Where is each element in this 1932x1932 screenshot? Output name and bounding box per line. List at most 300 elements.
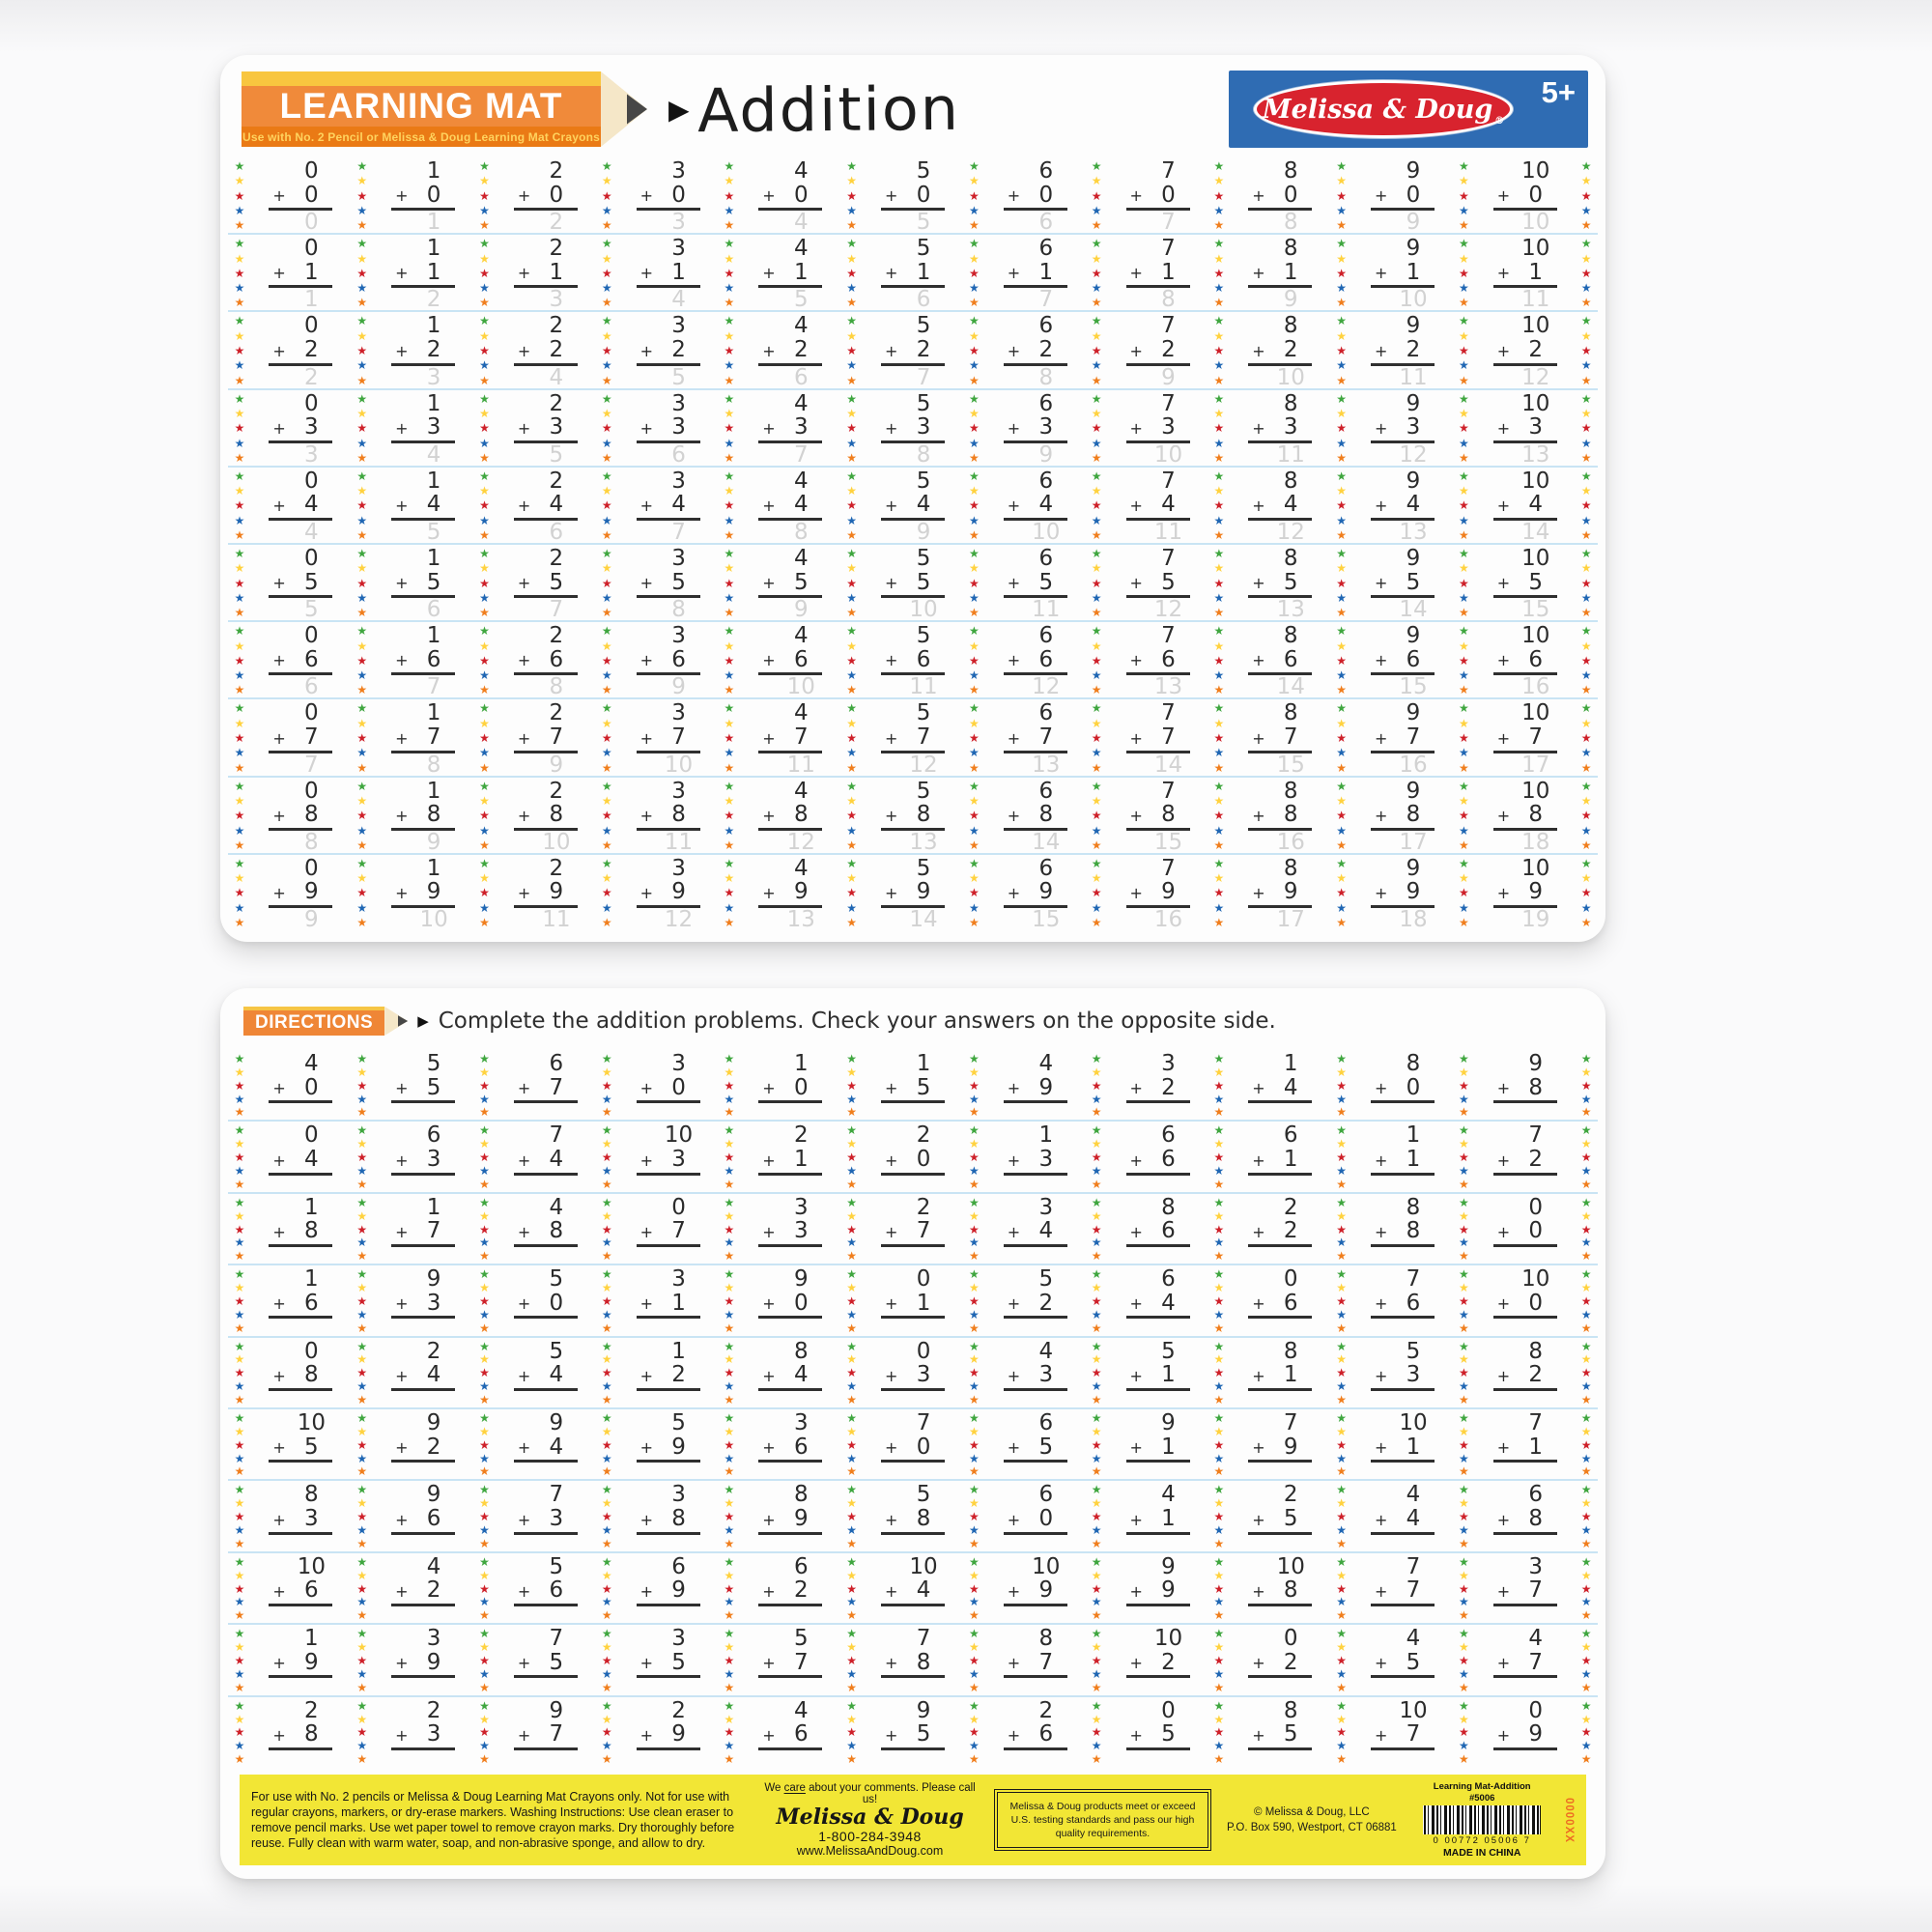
star-icon: ★ <box>724 1222 735 1236</box>
addend-top: 6 <box>1161 1266 1176 1293</box>
star-icon: ★ <box>479 1236 490 1250</box>
plus-sign: + <box>517 728 531 748</box>
star-column <box>1330 1050 1353 1120</box>
star-icon: ★ <box>846 1627 858 1641</box>
addend-top: 1 <box>916 1051 931 1076</box>
star-icon: ★ <box>969 856 980 870</box>
star-icon: ★ <box>846 1236 858 1250</box>
star-column <box>1208 1050 1231 1120</box>
addend-bottom: + 4 <box>1371 493 1435 521</box>
addend-bottom: + 6 <box>514 648 578 676</box>
star-icon: ★ <box>1458 1536 1469 1550</box>
star-icon: ★ <box>1213 1608 1225 1623</box>
star-icon: ★ <box>969 498 980 513</box>
addition-problem <box>1353 1338 1453 1407</box>
star-icon: ★ <box>1091 1608 1102 1623</box>
star-icon: ★ <box>479 1052 490 1065</box>
addend-top: 5 <box>916 468 931 494</box>
star-icon: ★ <box>356 1698 368 1713</box>
addend-bottom: + 9 <box>758 1507 822 1535</box>
star-icon: ★ <box>356 450 368 465</box>
plus-sign: + <box>395 418 409 438</box>
answer-ghost: 8 <box>426 752 441 778</box>
addition-problem <box>1231 1050 1330 1120</box>
addend-bottom: + 8 <box>269 1363 332 1391</box>
star-icon: ★ <box>846 547 858 561</box>
star-icon: ★ <box>356 1195 368 1209</box>
plus-sign: + <box>272 264 286 283</box>
star-icon: ★ <box>234 701 245 716</box>
star-icon: ★ <box>969 1411 980 1426</box>
star-icon: ★ <box>1213 1249 1225 1264</box>
plus-sign: + <box>1129 1510 1143 1529</box>
plus-sign: + <box>272 1222 286 1241</box>
star-column <box>718 468 741 543</box>
answer-ghost: 8 <box>1283 210 1298 236</box>
star-icon: ★ <box>724 1640 735 1655</box>
star-icon: ★ <box>1091 1496 1102 1511</box>
star-icon: ★ <box>969 1522 980 1537</box>
star-icon: ★ <box>1580 1595 1592 1609</box>
star-icon: ★ <box>356 683 368 697</box>
star-icon: ★ <box>969 1352 980 1367</box>
star-icon: ★ <box>1213 1627 1225 1641</box>
answer-ghost: 4 <box>304 520 319 546</box>
star-icon: ★ <box>356 251 368 266</box>
plus-sign: + <box>395 1438 409 1458</box>
addend-bottom: + 4 <box>514 493 578 521</box>
star-icon: ★ <box>356 528 368 542</box>
star-column <box>1085 778 1108 853</box>
addition-problem <box>741 1194 840 1264</box>
star-column <box>1452 1481 1475 1550</box>
star-icon: ★ <box>1458 1137 1469 1151</box>
addend-bottom: + 8 <box>391 803 455 831</box>
plus-sign: + <box>1496 1151 1511 1170</box>
star-column <box>228 545 251 620</box>
plus-sign: + <box>1496 341 1511 360</box>
star-icon: ★ <box>1213 639 1225 653</box>
star-icon: ★ <box>1458 1666 1469 1681</box>
star-icon: ★ <box>356 1554 368 1569</box>
star-icon: ★ <box>969 838 980 852</box>
addend-bottom: + 7 <box>269 725 332 753</box>
star-icon: ★ <box>724 159 735 173</box>
addition-problem <box>1231 1409 1330 1479</box>
addition-problem <box>496 1194 595 1264</box>
star-icon: ★ <box>479 1281 490 1295</box>
star-column <box>1452 468 1475 543</box>
plus-sign: + <box>1374 1725 1388 1745</box>
addend-bottom: + 4 <box>1371 1507 1435 1535</box>
addend-top: 0 <box>304 1338 319 1364</box>
star-icon: ★ <box>234 1496 245 1511</box>
addend-top: 2 <box>916 1194 931 1220</box>
star-icon: ★ <box>1213 701 1225 716</box>
answer-ghost: 12 <box>1153 597 1183 623</box>
addition-problem <box>1475 312 1575 390</box>
star-icon: ★ <box>479 1163 490 1178</box>
star-column <box>840 1194 864 1264</box>
addend-bottom: + 6 <box>269 648 332 676</box>
addend-top: 4 <box>793 390 809 416</box>
star-icon: ★ <box>356 1739 368 1753</box>
addend-bottom: + 0 <box>514 1292 578 1320</box>
star-icon: ★ <box>601 296 612 310</box>
star-column <box>1575 1194 1598 1264</box>
star-icon: ★ <box>234 1627 245 1641</box>
addend-top: 2 <box>549 468 564 494</box>
star-icon: ★ <box>1580 1424 1592 1438</box>
problem-row <box>228 1697 1598 1767</box>
addition-problem <box>1231 545 1330 623</box>
star-icon: ★ <box>846 1393 858 1406</box>
addend-bottom: + 6 <box>758 1722 822 1750</box>
plus-sign: + <box>1252 1725 1265 1745</box>
star-icon: ★ <box>234 683 245 697</box>
star-icon: ★ <box>846 1581 858 1596</box>
plus-sign: + <box>395 806 409 825</box>
star-icon: ★ <box>724 886 735 900</box>
plus-sign: + <box>1374 574 1388 593</box>
star-column <box>228 778 251 853</box>
plus-sign: + <box>272 1438 286 1458</box>
answer-ghost: 8 <box>304 829 319 855</box>
star-icon: ★ <box>1580 900 1592 915</box>
star-icon: ★ <box>1213 871 1225 886</box>
star-icon: ★ <box>969 391 980 406</box>
plus-sign: + <box>517 1222 531 1241</box>
star-icon: ★ <box>1580 1464 1592 1479</box>
addend-top: 8 <box>1406 1051 1421 1076</box>
star-icon: ★ <box>1580 1065 1592 1079</box>
star-icon: ★ <box>1336 653 1347 668</box>
star-column <box>840 778 864 853</box>
star-icon: ★ <box>1580 701 1592 716</box>
star-icon: ★ <box>1091 886 1102 900</box>
star-column <box>1575 1697 1598 1767</box>
star-icon: ★ <box>1091 576 1102 590</box>
star-icon: ★ <box>1580 406 1592 420</box>
addend-top: 1 <box>304 1266 319 1293</box>
addend-bottom: + 0 <box>758 184 822 212</box>
star-column <box>1575 312 1598 387</box>
star-icon: ★ <box>846 1680 858 1694</box>
star-icon: ★ <box>1213 1581 1225 1596</box>
addition-problem <box>1475 545 1575 623</box>
star-column <box>840 390 864 466</box>
addend-top: 5 <box>916 158 931 184</box>
star-column <box>1575 1122 1598 1191</box>
answer-ghost: 2 <box>549 210 564 236</box>
star-icon: ★ <box>1091 731 1102 746</box>
answer-ghost: 3 <box>304 441 319 468</box>
star-icon: ★ <box>969 1092 980 1106</box>
plus-sign: + <box>762 1438 776 1458</box>
star-icon: ★ <box>234 1339 245 1353</box>
star-icon: ★ <box>1458 450 1469 465</box>
star-icon: ★ <box>846 1078 858 1093</box>
plus-sign: + <box>517 806 531 825</box>
star-icon: ★ <box>846 838 858 852</box>
star-icon: ★ <box>1336 1698 1347 1713</box>
star-icon: ★ <box>479 1393 490 1406</box>
star-column <box>1452 1553 1475 1623</box>
addend-bottom: + 5 <box>1126 1722 1190 1750</box>
addition-problem <box>374 699 473 778</box>
star-icon: ★ <box>724 1568 735 1582</box>
plus-sign: + <box>1374 806 1388 825</box>
answer-ghost: 11 <box>664 829 694 855</box>
star-column <box>1575 1409 1598 1479</box>
star-icon: ★ <box>479 1352 490 1367</box>
star-icon: ★ <box>1336 823 1347 838</box>
star-icon: ★ <box>969 668 980 683</box>
star-icon: ★ <box>1213 1712 1225 1726</box>
addend-top: 10 <box>1521 390 1550 416</box>
star-icon: ★ <box>1580 1307 1592 1321</box>
addition-problem <box>496 312 595 390</box>
star-icon: ★ <box>234 1267 245 1282</box>
plus-sign: + <box>395 1294 409 1314</box>
star-icon: ★ <box>1213 916 1225 930</box>
star-icon: ★ <box>1580 498 1592 513</box>
star-icon: ★ <box>724 624 735 639</box>
star-icon: ★ <box>1458 1105 1469 1120</box>
star-icon: ★ <box>1091 838 1102 852</box>
upc-barcode <box>1423 1805 1541 1834</box>
addend-top: 2 <box>549 313 564 339</box>
plus-sign: + <box>639 1438 653 1458</box>
star-icon: ★ <box>1091 1554 1102 1569</box>
star-icon: ★ <box>724 576 735 590</box>
star-icon: ★ <box>234 373 245 387</box>
star-icon: ★ <box>1213 590 1225 605</box>
star-icon: ★ <box>969 528 980 542</box>
star-icon: ★ <box>1580 281 1592 296</box>
star-icon: ★ <box>1091 1339 1102 1353</box>
star-column <box>1575 235 1598 310</box>
addition-problem <box>1231 778 1330 853</box>
star-icon: ★ <box>1580 1267 1592 1282</box>
star-column <box>351 1050 374 1120</box>
star-icon: ★ <box>1458 1451 1469 1465</box>
star-icon: ★ <box>1336 1339 1347 1353</box>
plus-sign: + <box>1252 1294 1265 1314</box>
addition-problem <box>251 778 351 853</box>
star-icon: ★ <box>1458 1065 1469 1079</box>
answer-ghost: 15 <box>1153 829 1183 855</box>
star-icon: ★ <box>234 1483 245 1497</box>
star-icon: ★ <box>724 809 735 823</box>
addend-bottom: + 0 <box>1126 184 1190 212</box>
star-icon: ★ <box>1336 218 1347 233</box>
star-column <box>595 778 618 853</box>
star-icon: ★ <box>1091 1393 1102 1406</box>
star-icon: ★ <box>234 528 245 542</box>
star-icon: ★ <box>356 1608 368 1623</box>
star-icon: ★ <box>1458 1608 1469 1623</box>
star-icon: ★ <box>1213 1321 1225 1335</box>
star-icon: ★ <box>1458 760 1469 775</box>
star-icon: ★ <box>356 1366 368 1380</box>
addition-problem <box>496 1409 595 1479</box>
plus-sign: + <box>639 1222 653 1241</box>
addend-top: 5 <box>916 546 931 572</box>
plus-sign: + <box>1007 496 1021 515</box>
star-icon: ★ <box>1580 1222 1592 1236</box>
addend-bottom: + 8 <box>514 1219 578 1247</box>
answer-ghost: 13 <box>1153 674 1183 700</box>
addend-top: 3 <box>671 390 686 416</box>
star-icon: ★ <box>1580 793 1592 808</box>
star-icon: ★ <box>479 281 490 296</box>
addition-problem <box>1475 390 1575 466</box>
star-icon: ★ <box>724 1424 735 1438</box>
plus-sign: + <box>1252 728 1265 748</box>
star-icon: ★ <box>1091 1653 1102 1667</box>
answer-ghost: 1 <box>304 287 319 313</box>
star-icon: ★ <box>356 653 368 668</box>
star-icon: ★ <box>724 203 735 217</box>
plus-sign: + <box>1374 341 1388 360</box>
addition-problem <box>864 622 963 700</box>
addend-top: 5 <box>916 700 931 726</box>
star-icon: ★ <box>1213 1137 1225 1151</box>
plus-sign: + <box>1129 1438 1143 1458</box>
star-icon: ★ <box>234 1698 245 1713</box>
star-icon: ★ <box>234 900 245 915</box>
star-column <box>228 1122 251 1191</box>
star-column <box>595 1050 618 1120</box>
plus-sign: + <box>1374 883 1388 902</box>
star-icon: ★ <box>356 871 368 886</box>
star-icon: ★ <box>1458 683 1469 697</box>
addend-top: 2 <box>1283 1482 1298 1508</box>
star-icon: ★ <box>601 328 612 343</box>
addend-bottom: + 9 <box>1004 1578 1067 1606</box>
pencil-tip-icon <box>384 1007 408 1036</box>
addition-problem <box>741 1553 840 1623</box>
addend-top: 3 <box>671 1051 686 1076</box>
star-column <box>962 855 985 930</box>
star-column <box>1208 312 1231 387</box>
addition-problem <box>1475 622 1575 700</box>
star-icon: ★ <box>1336 683 1347 697</box>
addition-problem <box>1475 855 1575 933</box>
star-icon: ★ <box>479 871 490 886</box>
star-column <box>1575 157 1598 233</box>
star-icon: ★ <box>846 1151 858 1165</box>
addend-bottom: + 7 <box>514 1076 578 1104</box>
addend-top: 2 <box>426 1338 441 1364</box>
star-column <box>1208 235 1231 310</box>
answer-ghost: 15 <box>1521 597 1550 623</box>
star-icon: ★ <box>601 1393 612 1406</box>
answer-ghost: 13 <box>1276 597 1305 623</box>
star-icon: ★ <box>356 1208 368 1223</box>
addend-top: 4 <box>1528 1626 1544 1652</box>
star-column <box>962 1481 985 1550</box>
star-icon: ★ <box>1580 237 1592 251</box>
addition-problem <box>1475 1625 1575 1694</box>
addition-problem <box>251 157 351 236</box>
star-column <box>595 1338 618 1407</box>
addition-problem <box>864 545 963 623</box>
star-icon: ★ <box>234 668 245 683</box>
star-icon: ★ <box>479 528 490 542</box>
star-icon: ★ <box>724 1536 735 1550</box>
pencil-lead <box>627 94 647 124</box>
star-icon: ★ <box>1336 1712 1347 1726</box>
star-icon: ★ <box>1458 823 1469 838</box>
addend-top: 10 <box>664 1122 694 1149</box>
star-icon: ★ <box>601 1208 612 1223</box>
addition-problem <box>985 1050 1085 1120</box>
plus-sign: + <box>517 186 531 206</box>
star-icon: ★ <box>601 1608 612 1623</box>
addend-bottom: + 5 <box>881 571 945 599</box>
addend-top: 3 <box>793 1410 809 1436</box>
addend-top: 5 <box>916 1482 931 1508</box>
addition-problem <box>251 235 351 313</box>
star-icon: ★ <box>479 1640 490 1655</box>
addition-problem <box>985 1697 1085 1767</box>
star-column <box>351 1553 374 1623</box>
star-icon: ★ <box>1580 639 1592 653</box>
star-icon: ★ <box>601 218 612 233</box>
star-icon: ★ <box>1336 251 1347 266</box>
addition-problem <box>251 1194 351 1264</box>
addend-top: 6 <box>1038 236 1054 262</box>
star-icon: ★ <box>601 547 612 561</box>
star-icon: ★ <box>356 561 368 576</box>
star-column <box>718 1265 741 1335</box>
star-icon: ★ <box>356 436 368 450</box>
answer-ghost: 10 <box>1399 287 1428 313</box>
star-icon: ★ <box>969 871 980 886</box>
plus-sign: + <box>272 341 286 360</box>
star-icon: ★ <box>846 760 858 775</box>
addition-problem <box>374 468 473 546</box>
star-icon: ★ <box>846 856 858 870</box>
star-icon: ★ <box>1580 746 1592 760</box>
addend-bottom: + 7 <box>1493 1578 1557 1606</box>
addend-bottom: + 1 <box>1371 1148 1435 1176</box>
star-icon: ★ <box>479 188 490 203</box>
problem-row <box>228 1265 1598 1337</box>
star-icon: ★ <box>1580 1437 1592 1452</box>
star-icon: ★ <box>724 779 735 793</box>
star-icon: ★ <box>1336 1536 1347 1550</box>
star-icon: ★ <box>969 900 980 915</box>
star-icon: ★ <box>846 1411 858 1426</box>
addend-top: 10 <box>1399 1697 1428 1723</box>
star-icon: ★ <box>601 576 612 590</box>
addition-problem <box>618 1265 718 1335</box>
star-icon: ★ <box>234 1595 245 1609</box>
star-icon: ★ <box>601 1725 612 1740</box>
addend-bottom: + 4 <box>881 493 945 521</box>
star-icon: ★ <box>1213 174 1225 188</box>
star-icon: ★ <box>1580 513 1592 527</box>
star-icon: ★ <box>356 1725 368 1740</box>
star-icon: ★ <box>234 237 245 251</box>
star-icon: ★ <box>846 576 858 590</box>
plus-sign: + <box>1252 1438 1265 1458</box>
star-icon: ★ <box>356 746 368 760</box>
star-icon: ★ <box>724 1177 735 1191</box>
